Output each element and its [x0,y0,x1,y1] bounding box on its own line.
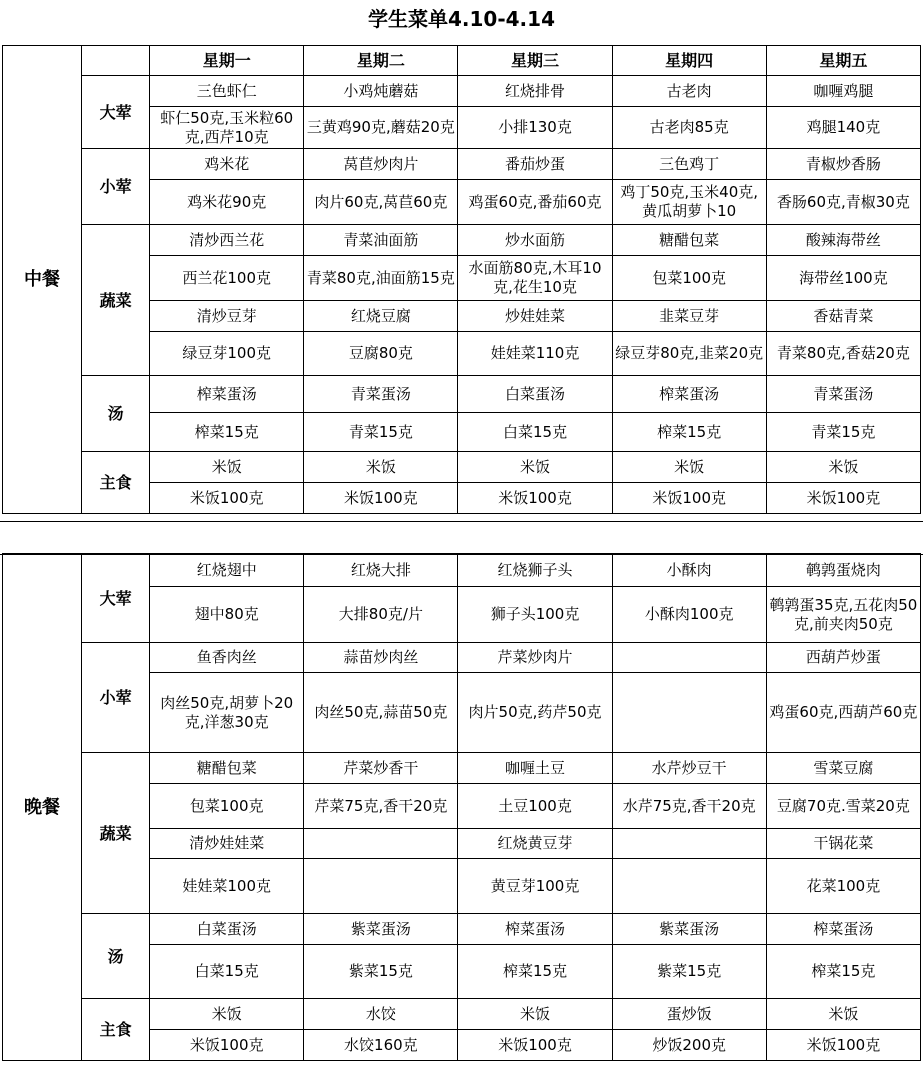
dish-ingredients: 芹菜75克,香干20克 [314,796,448,815]
dish-ingredients: 水面筋80克,木耳10克,花生10克 [468,259,602,296]
dish-name: 小酥肉 [666,560,712,579]
dish-name: 清炒西兰花 [189,230,265,249]
dish-name-cell [304,554,458,587]
category-label: 小荤 [82,643,150,753]
dish-ingredients: 包菜100克 [652,268,726,287]
dish-ingredients-cell [766,945,920,999]
category-label: 大荤 [82,76,150,149]
dish-ingredients-cell [612,945,766,999]
dish-ingredients: 鸡蛋60克,西葫芦60克 [769,703,918,721]
dish-name-cell [458,376,612,413]
dish-ingredients: 鸡丁50克,玉米40克,黄瓜胡萝卜10 [620,183,759,220]
dish-ingredients-cell [458,945,612,999]
dish-ingredients-cell [766,413,920,452]
category-label: 汤 [82,914,150,999]
dish-ingredients: 水芹75克,香干20克 [622,796,756,815]
dish-name: 红烧大排 [350,560,411,579]
dish-ingredients-cell [612,859,766,914]
dish-name-cell [766,914,920,945]
dish-ingredients-cell [150,413,304,452]
dish-name: 芹菜炒肉片 [497,648,573,666]
dish-ingredients-cell [304,483,458,514]
dish-name: 白菜蛋汤 [196,919,257,938]
dish-name-cell [612,914,766,945]
dish-name: 三色虾仁 [196,81,257,100]
dish-name: 青椒炒香肠 [805,154,881,173]
dish-ingredients-cell [766,107,920,149]
dish-ingredients-cell [150,332,304,376]
dish-ingredients: 榨菜15克 [657,422,722,441]
dish-ingredients-cell [766,483,920,514]
meal-label-lunch: 中餐 [3,46,82,514]
dish-ingredients: 包菜100克 [189,796,264,815]
dish-ingredients: 米饭100克 [344,488,418,507]
dish-name: 三色鸡丁 [659,154,720,173]
dish-ingredients: 米饭100克 [498,488,572,507]
dish-name-cell [304,225,458,256]
dish-ingredients-cell [458,180,612,225]
dish-name-cell [150,753,304,784]
dish-ingredients-cell [458,256,612,301]
dish-ingredients-cell [304,587,458,643]
dish-name-cell [150,452,304,483]
category-label: 汤 [82,376,150,452]
dish-name-cell [304,149,458,180]
dish-name: 榨菜蛋汤 [659,384,720,403]
dish-name: 咖喱土豆 [505,758,566,777]
dish-name-cell [458,452,612,483]
dish-name-cell [766,225,920,256]
dish-ingredients: 榨菜15克 [502,962,568,980]
dish-name: 米饭 [828,457,859,476]
dish-name-cell [150,554,304,587]
dish-name-cell [766,452,920,483]
lunch-table [2,45,921,514]
dish-ingredients: 水饺160克 [344,1035,418,1054]
dish-name-cell [304,301,458,332]
dish-ingredients-cell [612,107,766,149]
dish-ingredients: 娃娃菜110克 [490,344,580,362]
dish-name: 红烧黄豆芽 [497,834,573,852]
dish-ingredients-cell [150,107,304,149]
dish-name: 青菜蛋汤 [813,384,874,403]
dish-ingredients-cell [304,180,458,225]
dish-ingredients: 大排80克/片 [338,605,423,623]
dish-name: 小鸡炖蘑菇 [343,81,419,100]
dish-name-cell [766,149,920,180]
dish-name: 红烧翅中 [196,560,257,579]
dish-name: 米饭 [828,1004,859,1023]
dish-name: 酸辣海带丝 [805,230,881,249]
dish-name: 米饭 [520,457,551,476]
dish-ingredients-cell [304,332,458,376]
dish-name: 韭菜豆芽 [659,306,720,325]
day-header: 星期四 [612,46,766,76]
dish-name-cell [458,149,612,180]
dish-ingredients: 豆腐70克.雪菜20克 [776,796,910,815]
dish-ingredients-cell [766,180,920,225]
dish-name-cell [612,643,766,673]
dish-name-cell [766,76,920,107]
day-header: 星期五 [766,46,920,76]
dish-name: 香菇青菜 [813,306,874,325]
dish-ingredients-cell [458,784,612,829]
category-label: 主食 [82,999,150,1061]
meal-label-dinner: 晚餐 [3,554,82,1061]
dish-ingredients: 黄豆芽100克 [490,876,580,895]
dish-name-cell [304,376,458,413]
dish-name: 白菜蛋汤 [505,384,566,403]
dish-name: 古老肉 [666,81,712,100]
dish-name-cell [150,301,304,332]
dish-name-cell [458,829,612,859]
dish-name-cell [304,452,458,483]
dish-name: 炒水面筋 [505,230,566,249]
category-label: 大荤 [82,554,150,643]
dish-name: 榨菜蛋汤 [813,919,874,938]
dish-ingredients: 米饭100克 [806,488,881,507]
dish-ingredients-cell [304,256,458,301]
dish-ingredients-cell [304,1030,458,1061]
dish-ingredients: 花菜100克 [806,876,881,895]
dish-name-cell [766,753,920,784]
dish-ingredients: 炒饭200克 [652,1035,726,1054]
dish-name: 番茄炒蛋 [505,154,566,173]
dish-name: 红烧豆腐 [350,306,411,325]
dish-ingredients-cell [458,587,612,643]
dish-ingredients: 小酥肉100克 [644,605,734,623]
dish-name-cell [150,914,304,945]
dish-name-cell [766,999,920,1030]
day-header: 星期三 [458,46,612,76]
dish-ingredients: 豆腐80克 [348,344,413,362]
dish-name-cell [612,554,766,587]
dish-ingredients-cell [458,332,612,376]
dish-ingredients-cell [304,784,458,829]
dish-ingredients-cell [612,673,766,753]
dish-name-cell [150,149,304,180]
dish-name: 鹌鹑蛋烧肉 [805,560,881,579]
dish-name-cell [150,76,304,107]
dish-ingredients: 白菜15克 [194,962,259,980]
dish-name: 鱼香肉丝 [196,648,257,666]
dish-ingredients: 肉片50克,药芹50克 [468,703,602,721]
dish-ingredients: 紫菜15克 [657,962,722,980]
dish-ingredients: 小排130克 [498,118,572,136]
dish-name: 鸡米花 [204,154,250,173]
dish-ingredients: 青菜15克 [348,422,413,441]
dish-ingredients: 米饭100克 [652,488,726,507]
dish-ingredients-cell [458,859,612,914]
dish-name: 米饭 [674,457,705,476]
dish-name-cell [612,829,766,859]
dish-ingredients-cell [458,673,612,753]
dish-name: 蛋炒饭 [666,1004,712,1023]
dish-name-cell [304,643,458,673]
dish-name-cell [150,829,304,859]
dish-name: 蒜苗炒肉丝 [343,648,419,666]
dish-name: 水芹炒豆干 [651,758,727,777]
dish-name-cell [458,999,612,1030]
dish-name-cell [612,753,766,784]
dish-ingredients-cell [612,256,766,301]
dish-name: 米饭 [211,1004,242,1023]
dish-name: 炒娃娃菜 [505,306,566,325]
dish-ingredients: 紫菜15克 [348,962,413,980]
dish-ingredients: 鸡蛋60克,番茄60克 [468,192,602,211]
dish-ingredients: 三黄鸡90克,蘑菇20克 [306,118,455,136]
dish-ingredients: 肉片60克,莴苣60克 [314,192,448,211]
dish-name: 红烧狮子头 [497,560,573,579]
dish-ingredients: 肉丝50克,蒜苗50克 [314,703,448,721]
dish-name-cell [612,301,766,332]
dish-ingredients: 绿豆芽80克,韭菜20克 [615,344,764,362]
dish-name: 咖喱鸡腿 [813,81,874,100]
day-header: 星期二 [304,46,458,76]
dish-ingredients: 青菜15克 [811,422,876,441]
dish-ingredients-cell [150,945,304,999]
dish-name-cell [612,225,766,256]
dish-name-cell [150,225,304,256]
dish-name: 莴苣炒肉片 [343,154,419,173]
category-label: 蔬菜 [82,225,150,376]
dish-ingredients: 米饭100克 [189,1035,264,1054]
dish-ingredients: 榨菜15克 [194,422,259,441]
dish-ingredients-cell [612,413,766,452]
dish-ingredients-cell [612,180,766,225]
dish-name-cell [458,643,612,673]
section-gap [0,521,923,555]
dish-ingredients: 鸡米花90克 [187,192,267,211]
dish-name: 糖醋包菜 [659,230,720,249]
dish-name-cell [458,914,612,945]
dish-ingredients: 娃娃菜100克 [182,876,272,895]
dish-name-cell [150,643,304,673]
dish-name: 糖醋包菜 [196,758,257,777]
dish-ingredients: 海带丝100克 [799,268,888,287]
dish-name-cell [458,225,612,256]
dish-ingredients: 翅中80克 [194,605,259,623]
dish-name: 米饭 [365,457,396,476]
dish-name: 清炒豆芽 [196,306,257,325]
dish-ingredients-cell [304,107,458,149]
dish-name-cell [458,554,612,587]
dish-ingredients: 狮子头100克 [490,605,580,623]
dish-ingredients-cell [458,1030,612,1061]
dish-ingredients-cell [150,859,304,914]
dish-ingredients-cell [150,587,304,643]
dish-ingredients-cell [304,859,458,914]
dish-ingredients-cell [150,784,304,829]
dish-name: 米饭 [520,1004,551,1023]
dish-ingredients-cell [766,673,920,753]
dish-ingredients-cell [766,332,920,376]
dish-name: 米饭 [211,457,242,476]
dish-ingredients-cell [150,256,304,301]
dish-name: 清炒娃娃菜 [189,834,265,852]
dish-ingredients-cell [766,784,920,829]
dish-name-cell [458,301,612,332]
dish-ingredients: 西兰花100克 [182,268,272,287]
dish-ingredients-cell [612,1030,766,1061]
dish-name-cell [304,914,458,945]
dish-ingredients-cell [766,587,920,643]
dish-ingredients: 绿豆芽100克 [182,344,272,362]
dish-name-cell [304,999,458,1030]
dish-ingredients-cell [304,413,458,452]
dish-ingredients: 土豆100克 [498,796,572,815]
dish-name: 榨菜蛋汤 [505,919,566,938]
dish-ingredients: 米饭100克 [498,1035,572,1054]
corner-cell [82,46,150,76]
dish-ingredients: 米饭100克 [189,488,264,507]
dish-name-cell [612,999,766,1030]
dish-name: 青菜油面筋 [343,230,419,249]
dish-ingredients: 香肠60克,青椒30克 [776,192,910,211]
dish-ingredients-cell [150,483,304,514]
dish-ingredients: 榨菜15克 [811,962,876,980]
dish-ingredients: 鸡腿140克 [806,118,881,136]
dish-name-cell [766,829,920,859]
dish-name: 榨菜蛋汤 [196,384,257,403]
dish-ingredients: 青菜80克,香菇20克 [776,344,910,362]
dish-ingredients: 米饭100克 [806,1035,881,1054]
dish-name: 西葫芦炒蛋 [805,648,881,666]
dish-ingredients-cell [150,180,304,225]
dish-ingredients-cell [150,1030,304,1061]
dish-ingredients-cell [766,859,920,914]
dish-name: 紫菜蛋汤 [659,919,720,938]
dish-name-cell [304,76,458,107]
dish-name-cell [766,376,920,413]
dish-ingredients: 白菜15克 [502,422,568,441]
dish-name: 青菜蛋汤 [350,384,411,403]
dish-name-cell [458,76,612,107]
dish-name-cell [766,554,920,587]
dish-name-cell [612,376,766,413]
dish-ingredients-cell [458,107,612,149]
dish-name: 水饺 [365,1004,396,1023]
dish-ingredients-cell [304,673,458,753]
dish-ingredients: 青菜80克,油面筋15克 [306,268,455,287]
dish-ingredients: 肉丝50克,胡萝卜20克,洋葱30克 [160,693,294,731]
dish-name: 红烧排骨 [505,81,566,100]
dish-ingredients-cell [612,784,766,829]
dish-ingredients-cell [304,945,458,999]
dish-name-cell [458,753,612,784]
page-title: 学生菜单4.10-4.14 [368,7,555,31]
dish-ingredients-cell [612,483,766,514]
dish-name-cell [150,376,304,413]
dish-name-cell [766,301,920,332]
dish-name-cell [612,149,766,180]
category-label: 小荤 [82,149,150,225]
dish-ingredients: 古老肉85克 [649,118,729,136]
dish-ingredients-cell [766,1030,920,1061]
category-label: 蔬菜 [82,753,150,914]
dish-name-cell [304,829,458,859]
dish-ingredients-cell [150,673,304,753]
dish-name: 干锅花菜 [813,834,874,852]
dish-ingredients: 鹌鹑蛋35克,五花肉50克,前夹肉50克 [769,595,918,633]
dish-name-cell [304,753,458,784]
dish-name: 芹菜炒香干 [343,758,419,777]
dinner-table [2,553,921,1061]
dish-name-cell [612,452,766,483]
dish-name-cell [766,643,920,673]
dish-ingredients-cell [612,332,766,376]
dish-name-cell [150,999,304,1030]
dish-ingredients-cell [766,256,920,301]
dish-ingredients-cell [458,483,612,514]
dish-ingredients: 虾仁50克,玉米粒60克,西芹10克 [160,108,294,146]
day-header: 星期一 [150,46,304,76]
dish-ingredients-cell [458,413,612,452]
category-label: 主食 [82,452,150,514]
dish-ingredients-cell [612,587,766,643]
dish-name-cell [612,76,766,107]
dish-name: 雪菜豆腐 [813,758,874,777]
dish-name: 紫菜蛋汤 [350,919,411,938]
